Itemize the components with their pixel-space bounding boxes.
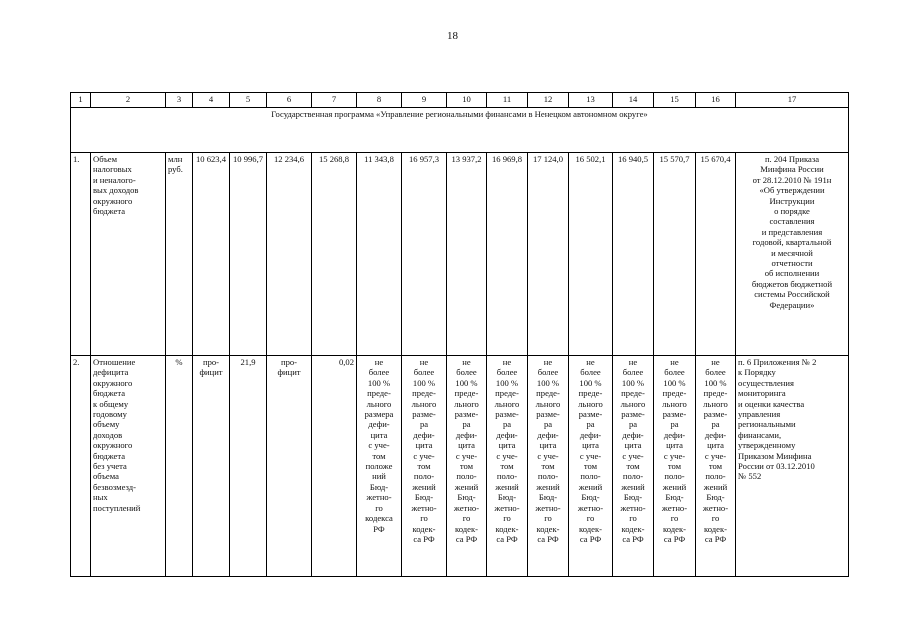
value-cell: не более 100 % преде- льного разме- ра дефи- цита с уче- том поло- жений Бюд- жетно- го кодек- са РФ xyxy=(528,356,569,577)
unit-cell: млн руб. xyxy=(166,153,193,356)
header-cell: 8 xyxy=(357,93,402,108)
row-number: 1. xyxy=(71,153,91,356)
value-cell: 17 124,0 xyxy=(528,153,569,356)
value-cell: 10 996,7 xyxy=(230,153,267,356)
value-cell: не более 100 % преде- льного размера дефи- цита с уче- том положе ний Бюд- жетно- го кодекса РФ xyxy=(357,356,402,577)
value-cell: не более 100 % преде- льного разме- ра дефи- цита с уче- том поло- жений Бюд- жетно- го кодек- са РФ xyxy=(487,356,528,577)
value-cell: 16 940,5 xyxy=(613,153,654,356)
header-cell: 1 xyxy=(71,93,91,108)
value-cell: про- фицит xyxy=(193,356,230,577)
value-cell: не более 100 % преде- льного разме- ра дефи- цита с уче- том поло- жений Бюд- жетно- го кодек- са РФ xyxy=(402,356,447,577)
page-number: 18 xyxy=(447,30,458,42)
table-row xyxy=(71,153,849,356)
indicator-name: Отношение дефицита окружного бюджета к общему годовому объему доходов окружного бюджета без учета объема безвозмезд- ных поступлений xyxy=(91,356,166,577)
header-cell: 12 xyxy=(528,93,569,108)
value-cell: не более 100 % преде- льного разме- ра дефи- цита с уче- том поло- жений Бюд- жетно- го кодек- са РФ xyxy=(613,356,654,577)
value-cell: 15 670,4 xyxy=(696,153,736,356)
header-cell: 10 xyxy=(447,93,487,108)
value-cell: 16 502,1 xyxy=(569,153,613,356)
header-cell: 15 xyxy=(654,93,696,108)
header-cell: 7 xyxy=(312,93,357,108)
header-cell: 9 xyxy=(402,93,447,108)
unit-cell: % xyxy=(166,356,193,577)
header-cell: 13 xyxy=(569,93,613,108)
header-cell: 3 xyxy=(166,93,193,108)
source-document-cell: п. 6 Приложения № 2 к Порядку осуществления мониторинга и оценки качества управления региональными финансами, утвержденному Приказом Минфина России от 03.12.2010 № 552 xyxy=(736,356,849,577)
value-cell: 11 343,8 xyxy=(357,153,402,356)
value-cell: 15 268,8 xyxy=(312,153,357,356)
value-cell: не более 100 % преде- льного разме- ра дефи- цита с уче- том поло- жений Бюд- жетно- го кодек- са РФ xyxy=(569,356,613,577)
value-cell: не более 100 % преде- льного разме- ра дефи- цита с уче- том поло- жений Бюд- жетно- го кодек- са РФ xyxy=(447,356,487,577)
value-cell: 16 969,8 xyxy=(487,153,528,356)
header-row xyxy=(71,93,849,108)
header-cell: 5 xyxy=(230,93,267,108)
value-cell: 10 623,4 xyxy=(193,153,230,356)
value-cell: 0,02 xyxy=(312,356,357,577)
header-cell: 4 xyxy=(193,93,230,108)
value-cell: 16 957,3 xyxy=(402,153,447,356)
program-row xyxy=(71,108,849,153)
value-cell: не более 100 % преде- льного разме- ра дефи- цита с уче- том поло- жений Бюд- жетно- го кодек- са РФ xyxy=(696,356,736,577)
table-row xyxy=(71,356,849,577)
program-title: Государственная программа «Управление региональными финансами в Ненецком автономном округе» xyxy=(71,108,849,153)
value-cell: 21,9 xyxy=(230,356,267,577)
value-cell: 13 937,2 xyxy=(447,153,487,356)
header-cell: 2 xyxy=(91,93,166,108)
source-document-cell: п. 204 Приказа Минфина России от 28.12.2010 № 191н «Об утверждении Инструкции о порядке составления и представления годовой, квартальной и месячной отчетности об исполнении бюджетов бюджетной системы Российской Федерации» xyxy=(736,153,849,356)
value-cell: не более 100 % преде- льного разме- ра дефи- цита с уче- том поло- жений Бюд- жетно- го кодек- са РФ xyxy=(654,356,696,577)
indicators-table xyxy=(70,92,849,577)
header-cell: 14 xyxy=(613,93,654,108)
value-cell: 12 234,6 xyxy=(267,153,312,356)
value-cell: 15 570,7 xyxy=(654,153,696,356)
header-cell: 6 xyxy=(267,93,312,108)
header-cell: 17 xyxy=(736,93,849,108)
header-cell: 11 xyxy=(487,93,528,108)
value-cell: про- фицит xyxy=(267,356,312,577)
row-number: 2. xyxy=(71,356,91,577)
header-cell: 16 xyxy=(696,93,736,108)
indicator-name: Объем налоговых и неналого- вых доходов окружного бюджета xyxy=(91,153,166,356)
